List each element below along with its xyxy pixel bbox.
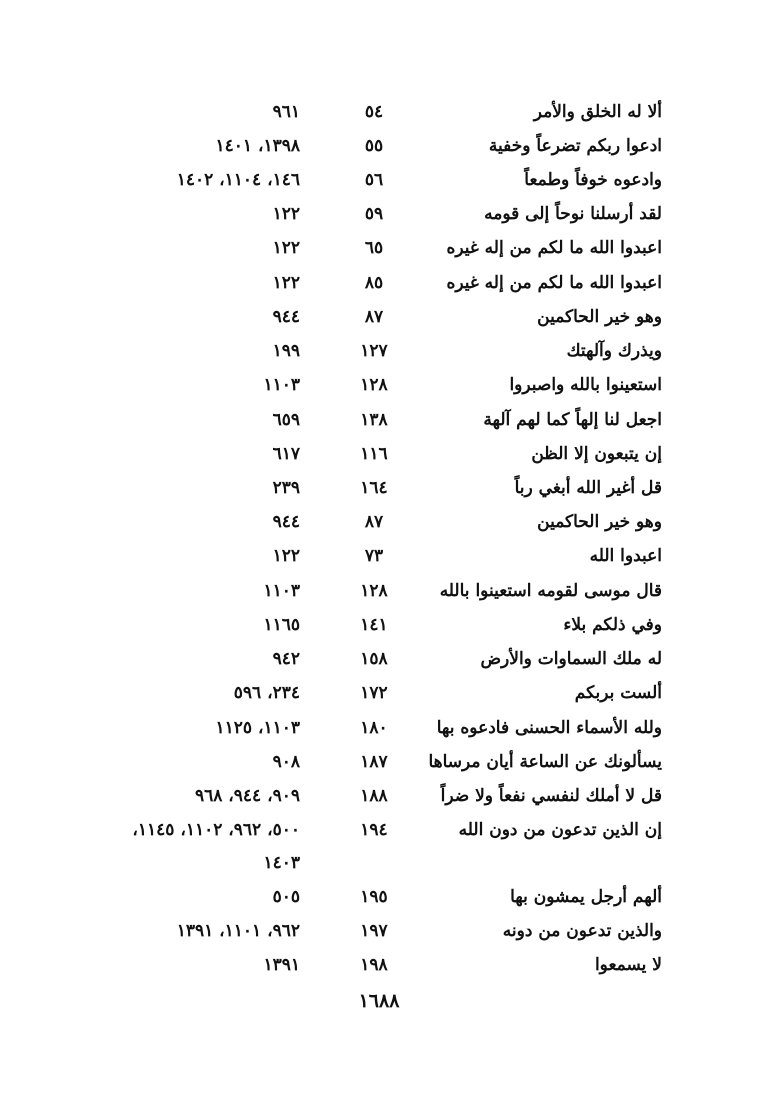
verse-number: ١٢٨ xyxy=(360,581,388,601)
page-references: ٥٠٥ xyxy=(272,887,300,907)
page-references: ١٢٢ xyxy=(272,204,300,224)
verse-text: وادعوه خوفاً وطمعاً xyxy=(524,170,662,190)
verse-text: وهو خير الحاكمين xyxy=(537,512,662,532)
verse-text: والذين تدعون من دونه xyxy=(502,921,662,941)
verse-number: ١٢٨ xyxy=(360,375,388,395)
page-references: ١٩٩ xyxy=(272,341,300,361)
verse-number: ١٦٤ xyxy=(360,478,388,498)
index-row xyxy=(0,676,758,710)
verse-number: ١٣٨ xyxy=(360,410,388,430)
page-references: ١١٠٣ xyxy=(263,581,300,601)
index-row xyxy=(0,334,758,368)
verse-number: ٥٤ xyxy=(364,102,384,122)
verse-number: ١٥٨ xyxy=(360,649,388,669)
page-references: ١٤٦، ١١٠٤، ١٤٠٢ xyxy=(176,170,300,190)
verse-number: ١٨٠ xyxy=(360,718,388,738)
page-references: ٢٣٤، ٥٩٦ xyxy=(233,683,300,703)
page-references: ١٣٩٨، ١٤٠١ xyxy=(215,136,300,156)
index-row xyxy=(0,779,758,813)
verse-number: ١٨٨ xyxy=(360,786,388,806)
page-references: ٩٦١ xyxy=(272,102,300,122)
page-references: ١٢٢ xyxy=(272,238,300,258)
verse-number: ٥٥ xyxy=(364,136,384,156)
verse-text: ألهم أرجل يمشون بها xyxy=(510,887,662,907)
index-row xyxy=(0,266,758,300)
page-references: ٢٣٩ xyxy=(272,478,300,498)
page-references: ٩٦٢، ١١٠١، ١٣٩١ xyxy=(176,921,300,941)
index-row xyxy=(0,505,758,539)
index-row xyxy=(0,231,758,265)
index-row xyxy=(0,163,758,197)
index-row xyxy=(0,914,758,948)
verse-text: لقد أرسلنا نوحاً إلى قومه xyxy=(484,204,662,224)
verse-text: لا يسمعوا xyxy=(594,955,662,975)
verse-text: وهو خير الحاكمين xyxy=(537,307,662,327)
page-references: ٥٠٠، ٩٦٢، ١١٠٢، ١١٤٥، xyxy=(132,820,300,840)
verse-number: ٨٥ xyxy=(364,273,384,293)
verse-number: ١٩٨ xyxy=(360,955,388,975)
verse-number: ١٨٧ xyxy=(360,752,388,772)
verse-text: ادعوا ربكم تضرعاً وخفية xyxy=(488,136,662,156)
verse-number: ٨٧ xyxy=(364,512,384,532)
page-references: ٦١٧ xyxy=(272,444,300,464)
verse-number: ١٩٤ xyxy=(360,820,388,840)
page-references: ٩٠٨ xyxy=(272,752,300,772)
verse-text: قل لا أملك لنفسي نفعاً ولا ضراً xyxy=(440,786,662,806)
verse-number: ٨٧ xyxy=(364,307,384,327)
index-row xyxy=(0,642,758,676)
verse-text: استعينوا بالله واصبروا xyxy=(509,375,662,395)
verse-text: اعبدوا الله ما لكم من إله غيره xyxy=(446,273,662,293)
verse-number: ١٩٥ xyxy=(360,887,388,907)
page-references: ١١٠٣، ١١٢٥ xyxy=(215,718,300,738)
verse-number: ١٤١ xyxy=(360,615,388,635)
page-references: ١١٠٣ xyxy=(263,375,300,395)
verse-text: اعبدوا الله ما لكم من إله غيره xyxy=(446,238,662,258)
index-row xyxy=(0,95,758,129)
index-row xyxy=(0,711,758,745)
index-row xyxy=(0,880,758,914)
verse-text: إن الذين تدعون من دون الله xyxy=(458,820,662,840)
index-row xyxy=(0,471,758,505)
page-references: ١٤٠٣ xyxy=(263,853,300,873)
verse-text: اجعل لنا إلهاً كما لهم آلهة xyxy=(483,410,662,430)
verse-number: ١٩٧ xyxy=(360,921,388,941)
page-references: ٩٠٩، ٩٤٤، ٩٦٨ xyxy=(194,786,300,806)
verse-text: إن يتبعون إلا الظن xyxy=(531,444,662,464)
page-references: ١١٦٥ xyxy=(263,615,300,635)
index-row xyxy=(0,948,758,982)
page-references: ٩٤٤ xyxy=(272,307,300,327)
verse-number: ١٢٧ xyxy=(360,341,388,361)
verse-text: اعبدوا الله xyxy=(589,546,662,566)
verse-text: يسألونك عن الساعة أيان مرساها xyxy=(428,752,662,772)
index-row xyxy=(0,403,758,437)
page-references: ٩٤٤ xyxy=(272,512,300,532)
verse-number: ٦٥ xyxy=(364,238,384,258)
verse-text: له ملك السماوات والأرض xyxy=(480,649,662,669)
page-references: ١٢٢ xyxy=(272,546,300,566)
page-references: ١٢٢ xyxy=(272,273,300,293)
page-number: ١٦٨٨ xyxy=(358,990,400,1012)
verse-text: قل أغير الله أبغي رباً xyxy=(514,478,662,498)
verse-number: ٧٣ xyxy=(364,546,384,566)
verse-text: ولله الأسماء الحسنى فادعوه بها xyxy=(436,718,662,738)
index-row xyxy=(0,846,758,880)
verse-text: وفي ذلكم بلاء xyxy=(563,615,662,635)
index-row xyxy=(0,197,758,231)
index-row xyxy=(0,608,758,642)
index-row xyxy=(0,574,758,608)
index-row xyxy=(0,368,758,402)
verse-text: ويذرك وآلهتك xyxy=(566,341,662,361)
index-row xyxy=(0,813,758,847)
index-row xyxy=(0,539,758,573)
verse-number: ١٧٢ xyxy=(360,683,388,703)
index-row xyxy=(0,437,758,471)
verse-text: ألست بربكم xyxy=(574,683,662,703)
verse-text: قال موسى لقومه استعينوا بالله xyxy=(439,581,662,601)
page-references: ٩٤٢ xyxy=(272,649,300,669)
verse-number: ٥٦ xyxy=(364,170,384,190)
index-row xyxy=(0,745,758,779)
index-row xyxy=(0,129,758,163)
verse-text: ألا له الخلق والأمر xyxy=(533,102,662,122)
verse-number: ١١٦ xyxy=(360,444,388,464)
verse-number: ٥٩ xyxy=(364,204,384,224)
page-references: ١٣٩١ xyxy=(263,955,300,975)
page-references: ٦٥٩ xyxy=(272,410,300,430)
index-row xyxy=(0,300,758,334)
